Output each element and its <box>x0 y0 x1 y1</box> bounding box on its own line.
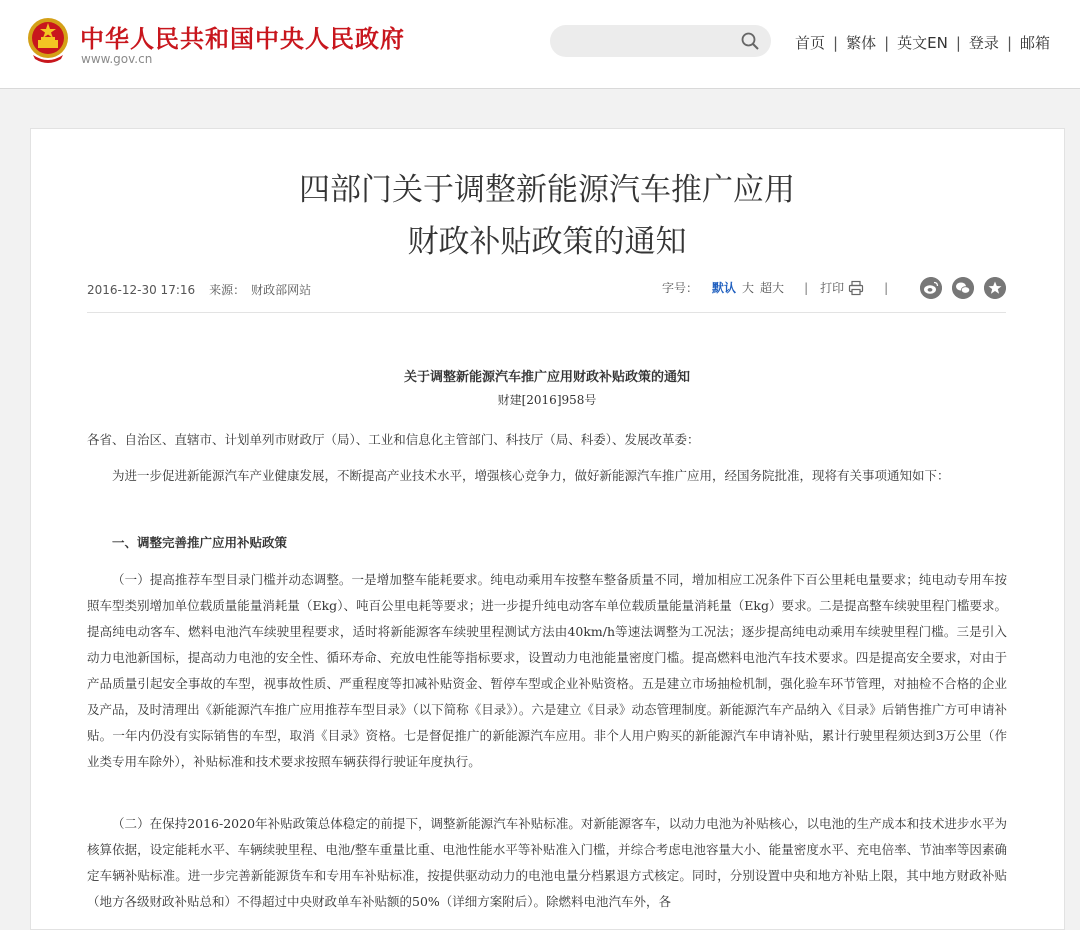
article-title <box>0 164 1080 268</box>
weibo-icon[interactable] <box>920 277 942 299</box>
article-title-line1: 四部门关于调整新能源汽车推广应用 <box>299 172 795 208</box>
nav-mail[interactable]: 邮箱 <box>1020 34 1051 52</box>
document-number: 财建[2016]958号 <box>497 393 597 407</box>
nav-separator: | <box>1006 34 1012 52</box>
nav-separator: | <box>833 34 839 52</box>
favorite-icon[interactable] <box>984 277 1006 299</box>
search-input[interactable] <box>550 25 771 57</box>
article-title-line2: 财政补贴政策的通知 <box>407 224 687 260</box>
article-tools <box>662 279 900 299</box>
nav-english[interactable]: 英文EN <box>897 34 948 52</box>
nav-separator: | <box>955 34 961 52</box>
font-size-label: 字号： <box>662 281 699 295</box>
site-header <box>0 0 1080 89</box>
nav-home[interactable]: 首页 <box>795 34 826 52</box>
document-intro: 为进一步促进新能源汽车产业健康发展，不断提高产业技术水平，增强核心竞争力，做好新能源汽车推广应用，经国务院批准，现将有关事项通知如下： <box>112 468 950 483</box>
wechat-icon[interactable] <box>952 277 974 299</box>
tool-separator: | <box>884 281 889 295</box>
nav-traditional[interactable]: 繁体 <box>846 34 877 52</box>
print-button[interactable]: 打印 <box>820 281 845 295</box>
top-nav <box>795 32 1050 53</box>
font-size-large[interactable]: 大 <box>742 281 755 295</box>
site-url: www.gov.cn <box>81 52 153 66</box>
tool-separator: | <box>804 281 809 295</box>
nav-separator: | <box>884 34 890 52</box>
publish-datetime: 2016-12-30 17:16 <box>87 283 196 297</box>
document-address: 各省、自治区、直辖市、计划单列市财政厅（局）、工业和信息化主管部门、科技厅（局、科委）、发展改革委： <box>87 432 700 447</box>
source-name: 财政部网站 <box>251 283 312 297</box>
document-title: 关于调整新能源汽车推广应用财政补贴政策的通知 <box>403 370 690 385</box>
section-heading: 一、调整完善推广应用补贴政策 <box>112 535 288 550</box>
national-emblem-icon[interactable] <box>27 17 69 63</box>
article-meta <box>87 281 311 298</box>
meta-divider <box>87 312 1006 313</box>
site-name[interactable]: 中华人民共和国中央人民政府 <box>80 24 405 53</box>
document-paragraph: （一）提高推荐车型目录门槛并动态调整。一是增加整车能耗要求。纯电动乘用车按整车整备质量不同，增加相应工况条件下百公里耗电量要求；纯电动专用车按照车型类别增加单位载质量能量消耗量（Ekg）、吨百公里电耗等要求；进一步提升纯电动客车单位载质量能量消耗量（Ekg）要求。二是提高整车续驶里程门槛要求。提高纯电动客车、燃料电池汽车续驶里程要求，适时将新能源客车续驶里程测试方法由40km/h等速法调整为工况法；逐步提高纯电动乘用车续驶里程门槛。三是引入动力电池新国标，提高动力电池的安全性、循环寿命、充放电性能等指标要求，设置动力电池能量密度门槛。提高燃料电池汽车技术要求。四是提高安全要求，对由于产品质量引起安全事故的车型，视事故性质、严重程度等扣减补贴资金、暂停车型或企业补贴资格。五是建立市场抽检机制，强化验车环节管理，对抽检不合格的企业及产品，及时清理出《新能源汽车推广应用推荐车型目录》（以下简称《目录》）。六是建立《目录》动态管理制度。新能源汽车产品纳入《目录》后销售推广方可申请补贴。一年内仍没有实际销售的车型，取消《目录》资格。七是督促推广的新能源汽车应用。非个人用户购买的新能源汽车申请补贴，累计行驶里程须达到3万公里（作业类专用车除外），补贴标准和技术要求按照车辆获得行驶证年度执行。 <box>87 572 1007 769</box>
document-paragraph: （二）在保持2016-2020年补贴政策总体稳定的前提下，调整新能源汽车补贴标准。对新能源客车，以动力电池为补贴核心，以电池的生产成本和技术进步水平为核算依据，设定能耗水平、车辆续驶里程、电池/整车重量比重、电池性能水平等补贴准入门槛，并综合考虑电池容量大小、能量密度水平、充电倍率、节油率等因素确定车辆补贴标准。进一步完善新能源货车和专用车补贴标准，按提供驱动动力的电池电量分档累退方式核定。同时，分别设置中央和地方补贴上限，其中地方财政补贴（地方各级财政补贴总和）不得超过中央财政单车补贴额的50%（详细方案附后）。除燃料电池汽车外，各 <box>87 816 1007 909</box>
printer-icon[interactable] <box>848 280 864 296</box>
source-label: 来源： <box>209 283 246 297</box>
font-size-default[interactable]: 默认 <box>712 281 737 295</box>
search-icon[interactable] <box>741 32 759 50</box>
font-size-xlarge[interactable]: 超大 <box>760 281 785 295</box>
nav-login[interactable]: 登录 <box>968 34 999 52</box>
